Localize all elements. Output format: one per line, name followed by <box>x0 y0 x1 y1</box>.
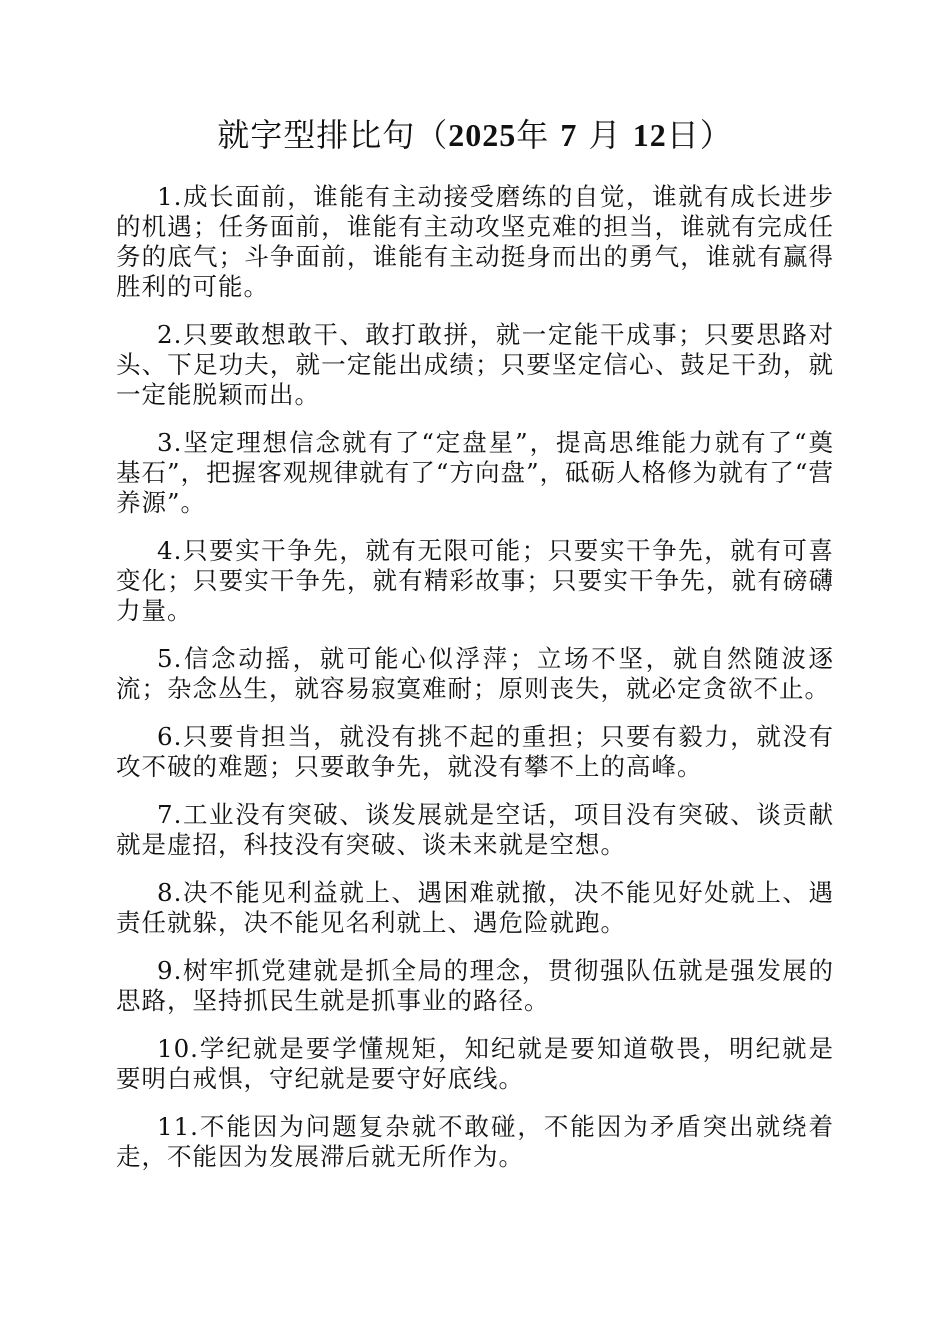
paragraph-6: 6.只要肯担当，就没有挑不起的重担；只要有毅力，就没有攻不破的难题；只要敢争先，就没有攀不上的高峰。 <box>116 722 834 781</box>
document-body <box>116 182 834 1190</box>
paragraph-1: 1.成长面前，谁能有主动接受磨练的自觉，谁就有成长进步的机遇；任务面前，谁能有主动攻坚克难的担当，谁就有完成任务的底气；斗争面前，谁能有主动挺身而出的勇气，谁就有赢得胜利的可能。 <box>116 182 834 301</box>
paragraph-9: 9.树牢抓党建就是抓全局的理念，贯彻强队伍就是强发展的思路，坚持抓民生就是抓事业的路径。 <box>116 956 834 1015</box>
paragraph-5: 5.信念动摇，就可能心似浮萍；立场不坚，就自然随波逐流；杂念丛生，就容易寂寞难耐；原则丧失，就必定贪欲不止。 <box>116 644 834 703</box>
title-month: 7 <box>560 117 578 153</box>
paragraph-8: 8.决不能见利益就上、遇困难就撤，决不能见好处就上、遇责任就躲，决不能见名利就上、遇危险就跑。 <box>116 878 834 937</box>
paragraph-3: 3.坚定理想信念就有了“定盘星”，提高思维能力就有了“奠基石”，把握客观规律就有了“方向盘”，砥砺人格修为就有了“营养源”。 <box>116 428 834 517</box>
paragraph-11: 11.不能因为问题复杂就不敢碰，不能因为矛盾突出就绕着走，不能因为发展滞后就无所作为。 <box>116 1112 834 1171</box>
document-title <box>0 112 950 158</box>
title-year-unit: 年 <box>516 116 550 154</box>
paragraph-10: 10.学纪就是要学懂规矩，知纪就是要知道敬畏，明纪就是要明白戒惧，守纪就是要守好底线。 <box>116 1034 834 1093</box>
paragraph-4: 4.只要实干争先，就有无限可能；只要实干争先，就有可喜变化；只要实干争先，就有精彩故事；只要实干争先，就有磅礴力量。 <box>116 536 834 625</box>
title-suffix: 日） <box>666 116 733 154</box>
title-month-unit: 月 <box>588 116 622 154</box>
title-prefix: 就字型排比句（ <box>217 116 449 154</box>
title-day: 12 <box>632 117 667 153</box>
paragraph-7: 7.工业没有突破、谈发展就是空话，项目没有突破、谈贡献就是虚招，科技没有突破、谈未来就是空想。 <box>116 800 834 859</box>
title-year: 2025 <box>448 117 517 153</box>
paragraph-2: 2.只要敢想敢干、敢打敢拼，就一定能干成事；只要思路对头、下足功夫，就一定能出成绩；只要坚定信心、鼓足干劲，就一定能脱颖而出。 <box>116 320 834 409</box>
